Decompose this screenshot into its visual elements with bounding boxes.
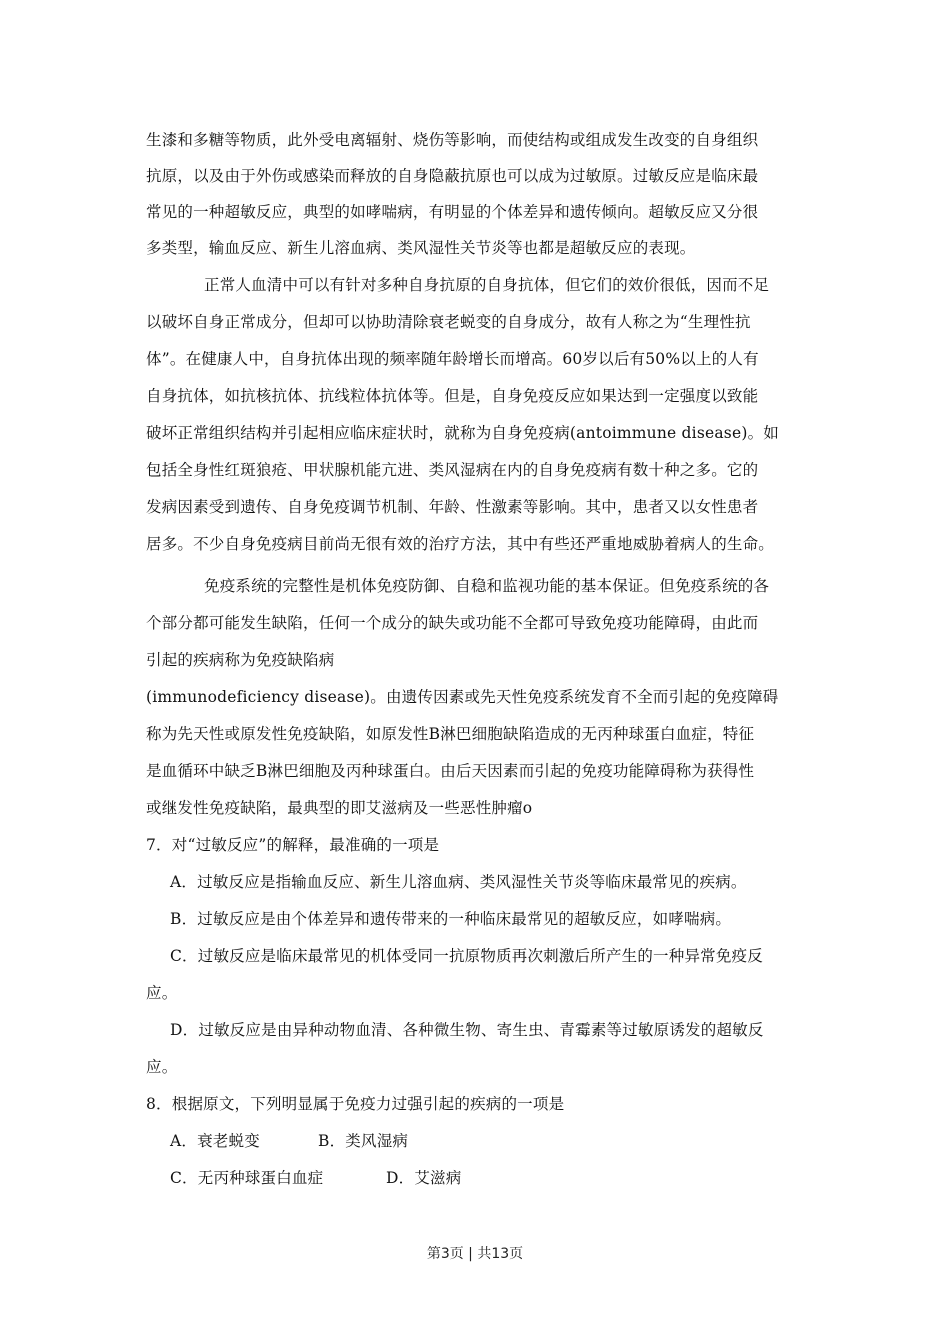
question-7-option-d-cont: 应。	[146, 1058, 178, 1076]
question-8-option-a: A．衰老蜕变	[170, 1132, 260, 1150]
p3-line-2: 个部分都可能发生缺陷，任何一个成分的缺失或功能不全都可导致免疫功能障碍，由此而	[146, 614, 759, 632]
question-8-option-d: D．艾滋病	[386, 1169, 462, 1187]
question-7-option-d: D．过敏反应是由异种动物血清、各种微生物、寄生虫、青霉素等过敏原诱发的超敏反	[170, 1021, 764, 1039]
page-number: 第3页 | 共13页	[426, 1246, 524, 1262]
p2-line-8: 居多。不少自身免疫病目前尚无很有效的治疗方法，其中有些还严重地威胁着病人的生命。	[146, 535, 775, 553]
p3-line-5: 称为先天性或原发性免疫缺陷，如原发性B淋巴细胞缺陷造成的无丙种球蛋白血症，特征	[146, 725, 755, 743]
question-8-option-b: B．类风湿病	[318, 1132, 409, 1150]
question-8-option-c: C．无丙种球蛋白血症	[170, 1169, 324, 1187]
p2-line-3: 体”。在健康人中，自身抗体出现的频率随年龄增长而增高。60岁以后有50%以上的人有	[146, 350, 759, 368]
question-8-stem: 8．根据原文，下列明显属于免疫力过强引起的疾病的一项是	[146, 1095, 565, 1113]
p3-line-1: 免疫系统的完整性是机体免疫防御、自稳和监视功能的基本保证。但免疫系统的各	[204, 577, 770, 595]
p1-line-3: 常见的一种超敏反应，典型的如哮喘病，有明显的个体差异和遗传倾向。超敏反应又分很	[146, 203, 759, 221]
p3-line-4: (immunodeficiency disease)。由遗传因素或先天性免疫系统发育不全而引起的免疫障碍	[146, 688, 779, 706]
p2-line-2: 以破坏自身正常成分，但却可以协助清除衰老蜕变的自身成分，故有人称之为“生理性抗	[146, 313, 751, 331]
question-7-option-b: B．过敏反应是由个体差异和遗传带来的一种临床最常见的超敏反应，如哮喘病。	[170, 910, 732, 928]
p3-line-3: 引起的疾病称为免疫缺陷病	[146, 651, 335, 669]
question-7-option-c-cont: 应。	[146, 984, 178, 1002]
question-7-option-a: A．过敏反应是指输血反应、新生儿溶血病、类风湿性关节炎等临床最常见的疾病。	[170, 873, 747, 891]
p2-line-6: 包括全身性红斑狼疮、甲状腺机能亢进、类风湿病在内的自身免疫病有数十种之多。它的	[146, 461, 759, 479]
p3-line-7: 或继发性免疫缺陷，最典型的即艾滋病及一些恶性肿瘤o	[146, 799, 533, 817]
question-7-option-c: C．过敏反应是临床最常见的机体受同一抗原物质再次刺激后所产生的一种异常免疫反	[170, 947, 763, 965]
question-7-stem: 7．对“过敏反应”的解释，最准确的一项是	[146, 836, 440, 854]
p1-line-2: 抗原，以及由于外伤或感染而释放的自身隐蔽抗原也可以成为过敏原。过敏反应是临床最	[146, 167, 759, 185]
p1-line-1: 生漆和多糖等物质，此外受电离辐射、烧伤等影响，而使结构或组成发生改变的自身组织	[146, 131, 759, 149]
p2-line-1: 正常人血清中可以有针对多种自身抗原的自身抗体，但它们的效价很低，因而不足	[204, 276, 770, 294]
p1-line-4: 多类型，输血反应、新生儿溶血病、类风湿性关节炎等也都是超敏反应的表现。	[146, 239, 696, 257]
p3-line-6: 是血循环中缺乏B淋巴细胞及丙种球蛋白。由后天因素而引起的免疫功能障碍称为获得性	[146, 762, 755, 780]
p2-line-5: 破坏正常组织结构并引起相应临床症状时，就称为自身免疫病(antoimmune disease)。如	[146, 424, 779, 442]
p2-line-4: 自身抗体，如抗核抗体、抗线粒体抗体等。但是，自身免疫反应如果达到一定强度以致能	[146, 387, 759, 405]
p2-line-7: 发病因素受到遗传、自身免疫调节机制、年龄、性激素等影响。其中，患者又以女性患者	[146, 498, 759, 516]
